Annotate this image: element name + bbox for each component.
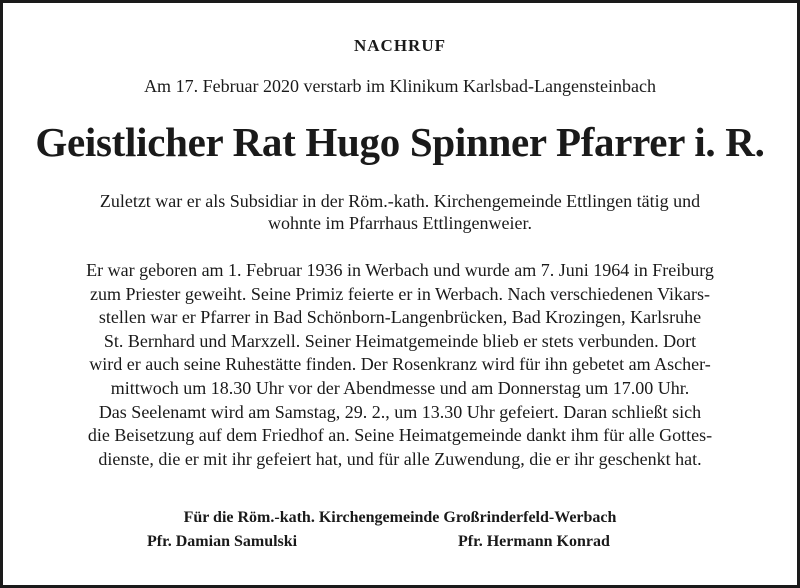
biography-paragraph [0, 259, 800, 471]
death-announcement-line: Am 17. Februar 2020 verstarb im Klinikum Karlsbad-Langensteinbach [144, 76, 656, 96]
notice-heading: NACHRUF [354, 36, 446, 55]
signer-left: Pfr. Damian Samulski [147, 533, 298, 550]
paragraph-line: wird er auch seine Ruhestätte finden. Der Rosenkranz wird für ihn gebetet am Ascher- [89, 354, 711, 375]
paragraph-line: St. Bernhard und Marxzell. Seiner Heimatgemeinde blieb er stets verbunden. Dort [103, 330, 697, 351]
signers-row [0, 533, 800, 557]
paragraph-line: Zuletzt war er als Subsidiar in der Röm.-kath. Kirchengemeinde Ettlingen tätig und [99, 191, 701, 211]
paragraph-line: zum Priester geweiht. Seine Primiz feierte er in Werbach. Nach verschiedenen Vikars- [89, 283, 711, 304]
paragraph-line: wohnte im Pfarrhaus Ettlingenweier. [268, 213, 532, 233]
paragraph-line: stellen war er Pfarrer in Bad Schönborn-Langenbrücken, Bad Krozingen, Karlsruhe [98, 307, 702, 328]
paragraph-line: mittwoch um 18.30 Uhr vor der Abendmesse und am Donnerstag um 17.00 Uhr. [110, 377, 690, 398]
paragraph-line: Das Seelenamt wird am Samstag, 29. 2., um 13.30 Uhr gefeiert. Daran schließt sich [98, 401, 702, 422]
parish-signature-line: Für die Röm.-kath. Kirchengemeinde Großrinderfeld-Werbach [183, 509, 617, 526]
signer-right: Pfr. Hermann Konrad [458, 533, 610, 550]
paragraph-line: die Beisetzung auf dem Friedhof an. Seine Heimatgemeinde dankt ihm für alle Gottes- [87, 425, 713, 446]
paragraph-line: Er war geboren am 1. Februar 1936 in Werbach und wurde am 7. Juni 1964 in Freiburg [86, 260, 714, 280]
paragraph-line: dienste, die er mit ihr gefeiert hat, und für alle Zuwendung, die er ihr geschenkt hat. [98, 448, 702, 469]
signature-block [0, 509, 800, 557]
last-position-paragraph [0, 190, 800, 234]
deceased-name-title: Geistlicher Rat Hugo Spinner Pfarrer i. R. [35, 119, 765, 165]
